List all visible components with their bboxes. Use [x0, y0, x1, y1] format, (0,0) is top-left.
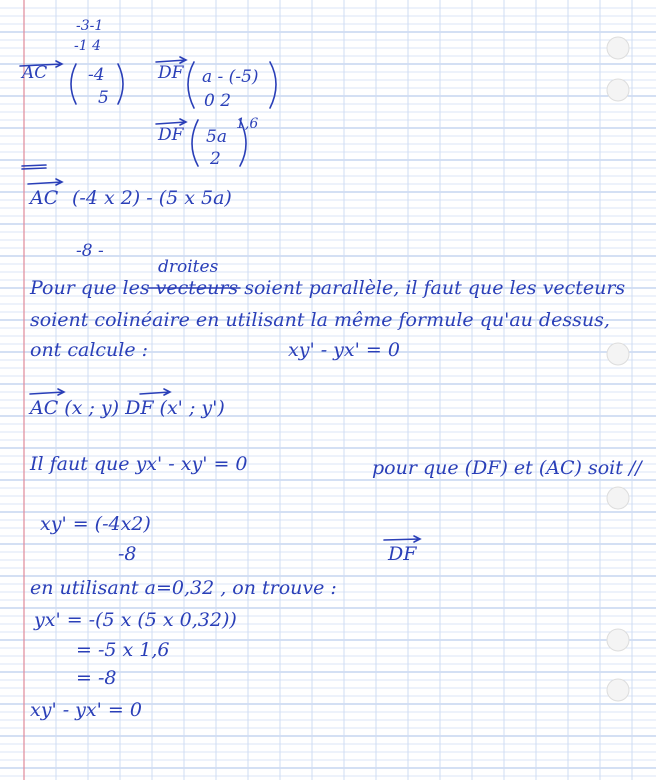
- vec-ac-top: -4: [88, 65, 105, 85]
- vec-df2-label: DF: [158, 125, 184, 145]
- punch-hole: [607, 487, 629, 509]
- vec-df-bottom: 0 2: [204, 91, 232, 111]
- xy-line: xy' = (-4x2): [40, 513, 151, 535]
- ac-product: (-4 x 2) - (5 x 5a): [72, 187, 232, 209]
- yx-line-1: yx' = -(5 x (5 x 0,32)): [34, 609, 237, 631]
- vec-ac-bottom: 5: [98, 88, 109, 108]
- vec-ac-label: AC: [22, 63, 48, 83]
- df-label: DF: [388, 543, 417, 565]
- sentence-line-1: Pour que les vecteurs soient parallèle, il faut que les vecteurs: [30, 277, 626, 299]
- vec-df2-bottom: 2: [210, 149, 221, 169]
- final-result: xy' - yx' = 0: [30, 699, 142, 721]
- punch-hole: [607, 37, 629, 59]
- punch-hole: [607, 629, 629, 651]
- top-calc-1: -3-1: [76, 18, 104, 34]
- formula: xy' - yx' = 0: [288, 339, 400, 361]
- condition: Il faut que yx' - xy' = 0: [30, 453, 248, 475]
- vec-df-top: a - (-5): [202, 67, 259, 87]
- punch-hole: [607, 343, 629, 365]
- yx-line-2: = -5 x 1,6: [76, 639, 170, 661]
- vec-df2-top: 5a: [206, 127, 227, 147]
- xy-result: -8: [118, 543, 137, 565]
- sentence-line-2: soient colinéaire en utilisant la même formule qu'au dessus,: [30, 309, 610, 331]
- question-number: -8 -: [76, 241, 104, 261]
- punch-hole: [607, 79, 629, 101]
- vec-df2-note: 1,6: [236, 116, 259, 132]
- yx-line-3: = -8: [76, 667, 117, 689]
- vec-df-label: DF: [158, 63, 184, 83]
- droites-correction: droites: [158, 257, 219, 277]
- condition-end: pour que (DF) et (AC) soit //: [372, 457, 642, 479]
- punch-hole: [607, 679, 629, 701]
- ac-product-label: AC: [30, 187, 59, 209]
- vectors-pair: AC (x ; y) DF (x' ; y'): [30, 397, 225, 419]
- sentence-line-3: ont calcule :: [30, 339, 149, 361]
- top-calc-2: -1 4: [74, 38, 101, 54]
- using-a: en utilisant a=0,32 , on trouve :: [30, 577, 337, 599]
